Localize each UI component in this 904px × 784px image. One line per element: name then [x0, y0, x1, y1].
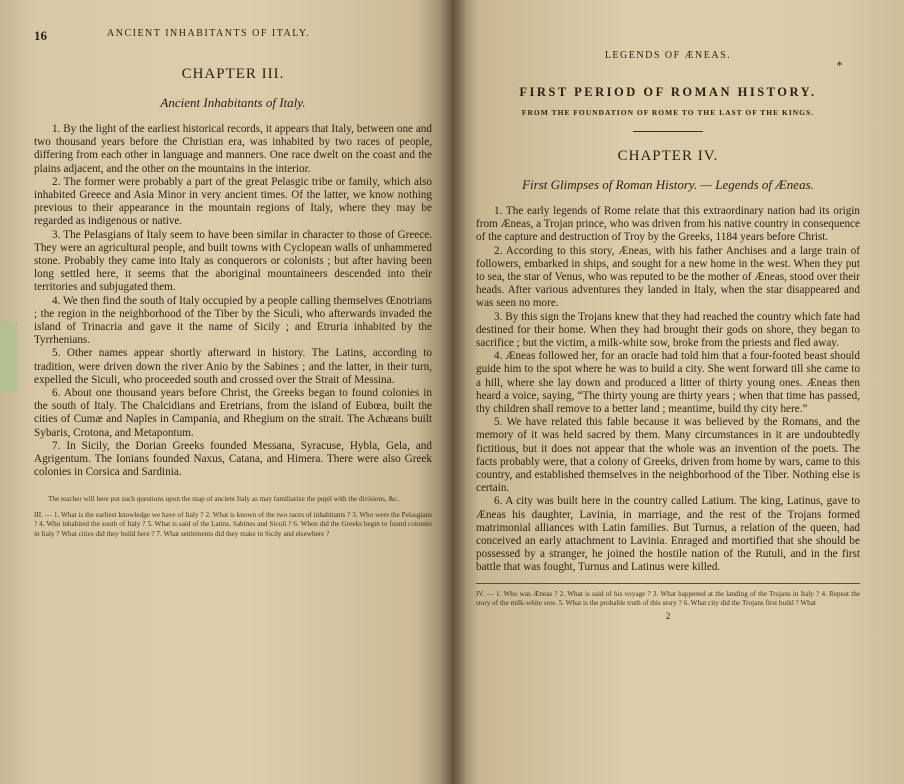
- right-running-title: LEGENDS OF ÆNEAS.: [604, 50, 732, 61]
- right-running-head: [476, 50, 860, 72]
- right-paragraph: 2. According to this story, Æneas, with his father Anchises and a large train of followers, embarked in ships, and sought for a new home in the west. When they put to sea, the star of Venus, who was reputed to be the mother of Æneas, stood over their heads. After various adventures they landed in Italy, when the star disappeared and was seen no more.: [476, 244, 860, 310]
- green-tab: [0, 322, 18, 392]
- right-paragraph: 4. Æneas followed her, for an oracle had told him that a four-footed beast should guide him to the spot where he was to build a city. She went forward till she came to a hill, where she lay down and produced a litter of thirty young ones. Æneas then heard a voice, saying, “The thirty young are thirty years ; when that time has passed, thy children shall remove to a better land ; meantime, build thy city here.”: [476, 350, 860, 416]
- left-paragraph: 4. We then find the south of Italy occupied by a people calling themselves Œnotrians ; the region in the neighborhood of the Tiber by the Siculi, who afterwards invaded the island of Trinacria and gave it the name of Sicily ; and Etruria inhabited by the Tyrrhenians.: [34, 294, 432, 347]
- left-paragraph: 7. In Sicily, the Dorian Greeks founded Messana, Syracuse, Hybla, Gela, and Agrigentum. The Ionians founded Naxus, Catana, and Himera. There were also Greek colonies in Corsica and Sardinia.: [34, 439, 432, 479]
- chapter-3-questions: III. — 1. What is the earliest knowledge we have of Italy ? 2. What is known of the two races of inhabitants ? 3. Who were the Pelasgians ? 4. Who inhabited the south of Italy ? 5. What is said of the Latins, Sabines and Siculi ? 6. When did the Greeks begin to found colonies in Italy ? What cities did they build here ? 7. What settlements did they make in Sicily and elsewhere ?: [34, 510, 432, 538]
- left-body: [34, 123, 432, 479]
- left-paragraph: 6. About one thousand years before Christ, the Greeks began to found colonies in the south of Italy. The Chalcidians and Eretrians, from the island of Eubœa, built the cities of Cumæ and Naples in Campania, and Rhegium on the strait. The Achæans built Sybaris, Crotona, and Metapontum.: [34, 387, 432, 439]
- signature-mark: 2: [665, 610, 671, 621]
- period-title: FIRST PERIOD OF ROMAN HISTORY.: [519, 85, 817, 99]
- left-paragraph: 3. The Pelasgians of Italy seem to have been similar in character to those of Greece. They were an agricultural people, and built towns with Cyclopean walls of unhammered stone. Probably they came into Italy as conquerors or colonists ; but after having been long settled here, it seems that the aboriginal mountaineers descended into their territories and subjugated them.: [34, 228, 432, 294]
- teacher-note-text: The teacher will here put such questions upon the map of ancient Italy as may familiarize the pupil with the divisions, &c.: [48, 495, 400, 504]
- questions-divider: [476, 583, 860, 584]
- right-paragraph: 1. The early legends of Rome relate that this extraordinary nation had its origin from Æneas, a Trojan prince, who was driven from his native country in consequence of the capture and destruction of Troy by the Greeks, 1184 years before Christ.: [476, 205, 860, 244]
- left-running-title: ANCIENT INHABITANTS OF ITALY.: [107, 28, 311, 39]
- period-subtitle: FROM THE FOUNDATION OF ROME TO THE LAST OF THE KINGS.: [521, 108, 815, 117]
- left-running-head: [34, 28, 432, 44]
- chapter-4-subtitle: First Glimpses of Roman History. — Legends of Æneas.: [522, 177, 814, 192]
- chapter-4-heading: CHAPTER IV.: [617, 148, 719, 164]
- chapter-3-heading: CHAPTER III.: [181, 66, 285, 82]
- chapter-4-questions: IV. — 1. Who was Æneas ? 2. What is said of his voyage ? 3. What happened at the landing of the Trojans in Italy ? 4. Repeat the story of the milk-white sow. 5. What is the probable truth of this story ? 6. What city did the Trojans first build ? What: [476, 589, 860, 608]
- right-body: [476, 205, 860, 575]
- right-paragraph: 3. By this sign the Trojans knew that they had reached the country which fate had destined for their home. When they had brought their gods on shore, they began to sacrifice ; but the victim, a milk-white sow, broke from the priests and fled away.: [476, 310, 860, 350]
- right-paragraph: 6. A city was built here in the country called Latium. The king, Latinus, gave to Æneas his daughter, Lavinia, in marriage, and the rest of the Trojans formed matrimonial alliances with Latin families. But Turnus, a relation of the queen, had conceived an early attachment to Lavinia. Enraged and mortified that she should be possessed by a stranger, he joined the hostile nation of the Rutuli, and in the first battle that was fought, Turnus and Latinus were killed.: [476, 495, 860, 574]
- left-paragraph: 5. Other names appear shortly afterward in history. The Latins, according to tradition, were driven down the river Anio by the Sabines ; and the latter, in their turn, expelled the Siculi, who proceeded south and crossed over the Strait of Messina.: [34, 347, 432, 386]
- printer-mark: *: [836, 58, 844, 72]
- chapter-3-subtitle: Ancient Inhabitants of Italy.: [160, 95, 306, 110]
- right-paragraph: 5. We have related this fable because it was believed by the Romans, and the memory of it was held sacred by them. Many circumstances in it are undoubtedly fictitious, but it does not appear that the whole was an invention of the poets. The facts probably were, that a colony of Greeks, driven from home by wars, came to this country, and established themselves in the neighborhood of the Tiber. Nothing else is certain.: [476, 416, 860, 495]
- book-gutter: [440, 0, 466, 784]
- right-page: [452, 0, 904, 784]
- teacher-note: [34, 495, 432, 504]
- title-divider: [633, 131, 703, 132]
- left-paragraph: 1. By the light of the earliest historical records, it appears that Italy, between one and two thousand years before the Christian era, was inhabited by two races of people, differing from each other in language and manners. One race dwelt on the coast and the plains adjacent, and the other on the mountains in the interior.: [34, 123, 432, 175]
- left-page-number: 16: [34, 28, 47, 43]
- left-paragraph: 2. The former were probably a part of the great Pelasgic tribe or family, which also inhabited Greece and Asia Minor in very ancient times. Of the latter, we know nothing previous to their appearance in the mountain regions of Italy, where they may be regarded as indigenous or native.: [34, 175, 432, 228]
